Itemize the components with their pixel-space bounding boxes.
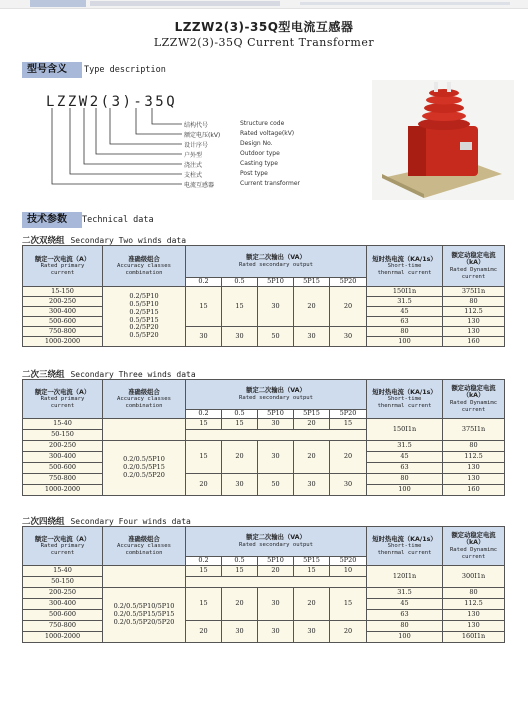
table-cell: 30	[258, 287, 294, 327]
top-banner	[0, 0, 528, 9]
table-four-winds	[22, 526, 505, 643]
table-cell: 15	[222, 287, 258, 327]
class-5p10: 5P10	[258, 557, 294, 566]
class-5p20: 5P20	[330, 557, 367, 566]
table-cell: 200-250	[23, 297, 103, 307]
table-cell: 30	[330, 327, 367, 347]
table-cell: 20	[294, 287, 330, 327]
meaning-cn-5: 浇注式	[184, 162, 203, 169]
table-cell: 300-400	[23, 307, 103, 317]
type-section-title-en: Type description	[84, 65, 166, 75]
company-logo	[30, 0, 86, 7]
meaning-en-3: Design No.	[240, 140, 273, 147]
table-cell	[103, 419, 186, 441]
table-two-winds	[22, 245, 505, 347]
banner-strip-right	[300, 2, 510, 5]
table-cell: 375I1n	[443, 287, 505, 297]
model-code-diagram	[40, 108, 190, 196]
meaning-en-7: Current transformer	[240, 180, 301, 187]
meaning-cn-7: 电流互感器	[184, 182, 215, 189]
group-three-title-en: Secondary Three winds data	[70, 370, 196, 379]
tech-section-title-en: Technical data	[82, 215, 154, 225]
table-cell: 200-250	[23, 441, 103, 452]
class-0.5: 0.5	[222, 278, 258, 287]
table-cell: 300-400	[23, 599, 103, 610]
col-primary-current: 额定一次电流（A） Rated primary current	[23, 527, 103, 566]
table-cell: 300-400	[23, 452, 103, 463]
class-5p15: 5P15	[294, 557, 330, 566]
table-cell: 1000-2000	[23, 632, 103, 643]
table-cell: 150I1n	[367, 419, 443, 441]
table-cell: 30	[330, 474, 367, 496]
product-photo	[372, 80, 514, 200]
table-cell: 112.5	[443, 307, 505, 317]
table-cell: 30	[294, 327, 330, 347]
table-cell: 31.5	[367, 297, 443, 307]
table-cell: 15	[186, 419, 222, 430]
table-cell: 20	[258, 566, 294, 577]
type-section-heading	[22, 62, 82, 78]
table-cell: 15	[330, 419, 367, 430]
table-cell: 750-800	[23, 327, 103, 337]
table-cell: 130	[443, 317, 505, 327]
group-four-title-cn: 二次四绕组	[22, 517, 65, 527]
model-code: LZZW2(3)-35Q	[46, 94, 178, 110]
tech-section-heading	[22, 212, 82, 228]
page-title: LZZW2(3)-35Q型电流互感器	[174, 20, 354, 34]
meaning-en-2: Rated voltage(kV)	[240, 130, 295, 137]
table-cell: 15	[294, 566, 330, 577]
table-cell: 30	[258, 441, 294, 474]
table-cell: 30	[222, 474, 258, 496]
table-cell: 20	[222, 441, 258, 474]
table-cell: 20	[222, 588, 258, 621]
class-5p20: 5P20	[330, 278, 367, 287]
table-cell: 30	[258, 621, 294, 643]
table-cell: 375I1n	[443, 419, 505, 441]
table-cell: 20	[294, 441, 330, 474]
table-cell: 100	[367, 337, 443, 347]
table-cell: 45	[367, 452, 443, 463]
meaning-cn-4: 户外型	[184, 152, 203, 159]
table-cell: 500-600	[23, 610, 103, 621]
table-cell: 15-40	[23, 419, 103, 430]
meaning-cn-6: 支柱式	[184, 172, 203, 179]
table-cell: 300I1n	[443, 566, 505, 588]
table-cell: 0.2/0.5/5P10/5P10 0.2/0.5/5P15/5P15 0.2/0.5/5P20/5P20	[103, 588, 186, 643]
table-cell: 80	[367, 474, 443, 485]
meaning-en-6: Post type	[240, 170, 268, 177]
table-cell: 80	[443, 297, 505, 307]
table-cell	[186, 430, 367, 441]
table-cell: 80	[443, 588, 505, 599]
table-cell: 130	[443, 474, 505, 485]
group-three-title-cn: 二次三绕组	[22, 370, 65, 380]
tech-section-title: 技术参数	[27, 214, 67, 225]
class-5p10: 5P10	[258, 410, 294, 419]
table-cell: 31.5	[367, 588, 443, 599]
table-cell: 15-40	[23, 566, 103, 577]
col-accuracy: 准确级组合 Accuracy classes combination	[103, 246, 186, 287]
table-cell: 160	[443, 485, 505, 496]
table-cell: 500-600	[23, 463, 103, 474]
page-subtitle: LZZW2(3)-35Q Current Transformer	[153, 36, 375, 49]
class-5p20: 5P20	[330, 410, 367, 419]
meaning-cn-3: 设计序号	[184, 142, 209, 149]
col-dynamic: 额定动稳定电流（kA） Rated Dynamimc current	[443, 246, 505, 287]
meaning-en-1: Structure code	[240, 120, 285, 127]
table-cell: 63	[367, 463, 443, 474]
col-short-time: 短时热电流（KA/1s） Short-time thenrmal current	[367, 380, 443, 419]
group-four-title-en: Secondary Four winds data	[70, 517, 191, 526]
class-5p15: 5P15	[294, 410, 330, 419]
table-cell: 112.5	[443, 599, 505, 610]
table-cell: 63	[367, 317, 443, 327]
table-cell: 45	[367, 307, 443, 317]
table-cell: 500-600	[23, 317, 103, 327]
col-primary-current: 额定一次电流（A） Rated primary current	[23, 246, 103, 287]
class-0.2: 0.2	[186, 410, 222, 419]
table-cell: 20	[330, 441, 367, 474]
table-cell: 45	[367, 599, 443, 610]
table-cell: 20	[294, 419, 330, 430]
table-cell: 120I1n	[367, 566, 443, 588]
col-primary-current: 额定一次电流（A） Rated primary current	[23, 380, 103, 419]
table-cell: 15	[222, 566, 258, 577]
table-cell: 15	[186, 287, 222, 327]
table-cell: 150I1n	[367, 287, 443, 297]
meaning-cn-2: 额定电压(kV)	[184, 132, 221, 139]
table-cell: 30	[258, 588, 294, 621]
table-cell: 20	[330, 287, 367, 327]
table-cell: 0.2/0.5/5P10 0.2/0.5/5P15 0.2/0.5/5P20	[103, 441, 186, 496]
table-cell: 30	[222, 621, 258, 643]
table-cell: 80	[367, 621, 443, 632]
table-three-winds	[22, 379, 505, 496]
table-cell: 80	[443, 441, 505, 452]
type-section-title: 型号含义	[27, 64, 67, 75]
table-cell: 15	[186, 441, 222, 474]
col-secondary-output: 额定二次输出（VA） Rated secondary output	[186, 246, 367, 278]
group-two-title-cn: 二次双绕组	[22, 236, 65, 246]
table-cell: 112.5	[443, 452, 505, 463]
table-cell: 750-800	[23, 621, 103, 632]
col-dynamic: 额定动稳定电流（kA） Rated Dynamimc current	[443, 380, 505, 419]
col-dynamic: 额定动稳定电流（kA） Rated Dynamimc current	[443, 527, 505, 566]
table-cell: 130	[443, 621, 505, 632]
table-cell: 1000-2000	[23, 337, 103, 347]
table-cell: 50-150	[23, 430, 103, 441]
table-cell: 80	[367, 327, 443, 337]
table-cell: 1000-2000	[23, 485, 103, 496]
col-accuracy: 准确级组合 Accuracy classes combination	[103, 380, 186, 419]
table-cell: 20	[294, 588, 330, 621]
table-cell: 50-150	[23, 577, 103, 588]
table-cell: 130	[443, 327, 505, 337]
class-5p10: 5P10	[258, 278, 294, 287]
class-0.5: 0.5	[222, 410, 258, 419]
table-cell: 30	[222, 327, 258, 347]
meaning-en-4: Outdoor type	[240, 150, 280, 157]
col-secondary-output: 额定二次输出（VA） Rated secondary output	[186, 380, 367, 410]
table-cell: 0.2/5P10 0.5/5P10 0.2/5P15 0.5/5P15 0.2/5P20 0.5/5P20	[103, 287, 186, 347]
table-cell	[103, 566, 186, 588]
table-cell: 15-150	[23, 287, 103, 297]
table-cell: 30	[186, 327, 222, 347]
group-two-title-en: Secondary Two winds data	[70, 236, 187, 245]
class-0.5: 0.5	[222, 557, 258, 566]
table-cell: 100	[367, 485, 443, 496]
table-cell: 50	[258, 474, 294, 496]
col-short-time: 短时热电流（KA/1s） Short-time thenrmal current	[367, 246, 443, 287]
table-cell: 200-250	[23, 588, 103, 599]
table-cell: 15	[330, 588, 367, 621]
table-cell: 30	[294, 474, 330, 496]
table-cell: 100	[367, 632, 443, 643]
class-5p15: 5P15	[294, 278, 330, 287]
table-cell: 20	[186, 474, 222, 496]
table-cell: 130	[443, 463, 505, 474]
table-cell: 10	[330, 566, 367, 577]
table-cell: 31.5	[367, 441, 443, 452]
table-cell: 750-800	[23, 474, 103, 485]
meaning-cn-1: 结构代号	[184, 122, 209, 129]
table-cell: 63	[367, 610, 443, 621]
table-cell: 30	[294, 621, 330, 643]
col-secondary-output: 额定二次输出（VA） Rated secondary output	[186, 527, 367, 557]
table-cell	[186, 577, 367, 588]
col-short-time: 短时热电流（KA/1s） Short-time thenrmal current	[367, 527, 443, 566]
col-accuracy: 准确级组合 Accuracy classes combination	[103, 527, 186, 566]
table-cell: 20	[330, 621, 367, 643]
table-cell: 15	[186, 588, 222, 621]
table-cell: 160I1n	[443, 632, 505, 643]
class-0.2: 0.2	[186, 278, 222, 287]
table-cell: 130	[443, 610, 505, 621]
table-cell: 20	[186, 621, 222, 643]
table-cell: 160	[443, 337, 505, 347]
table-cell: 30	[258, 419, 294, 430]
meaning-en-5: Casting type	[240, 160, 278, 167]
table-cell: 50	[258, 327, 294, 347]
class-0.2: 0.2	[186, 557, 222, 566]
table-cell: 15	[186, 566, 222, 577]
table-cell: 15	[222, 419, 258, 430]
banner-strip	[90, 1, 280, 6]
